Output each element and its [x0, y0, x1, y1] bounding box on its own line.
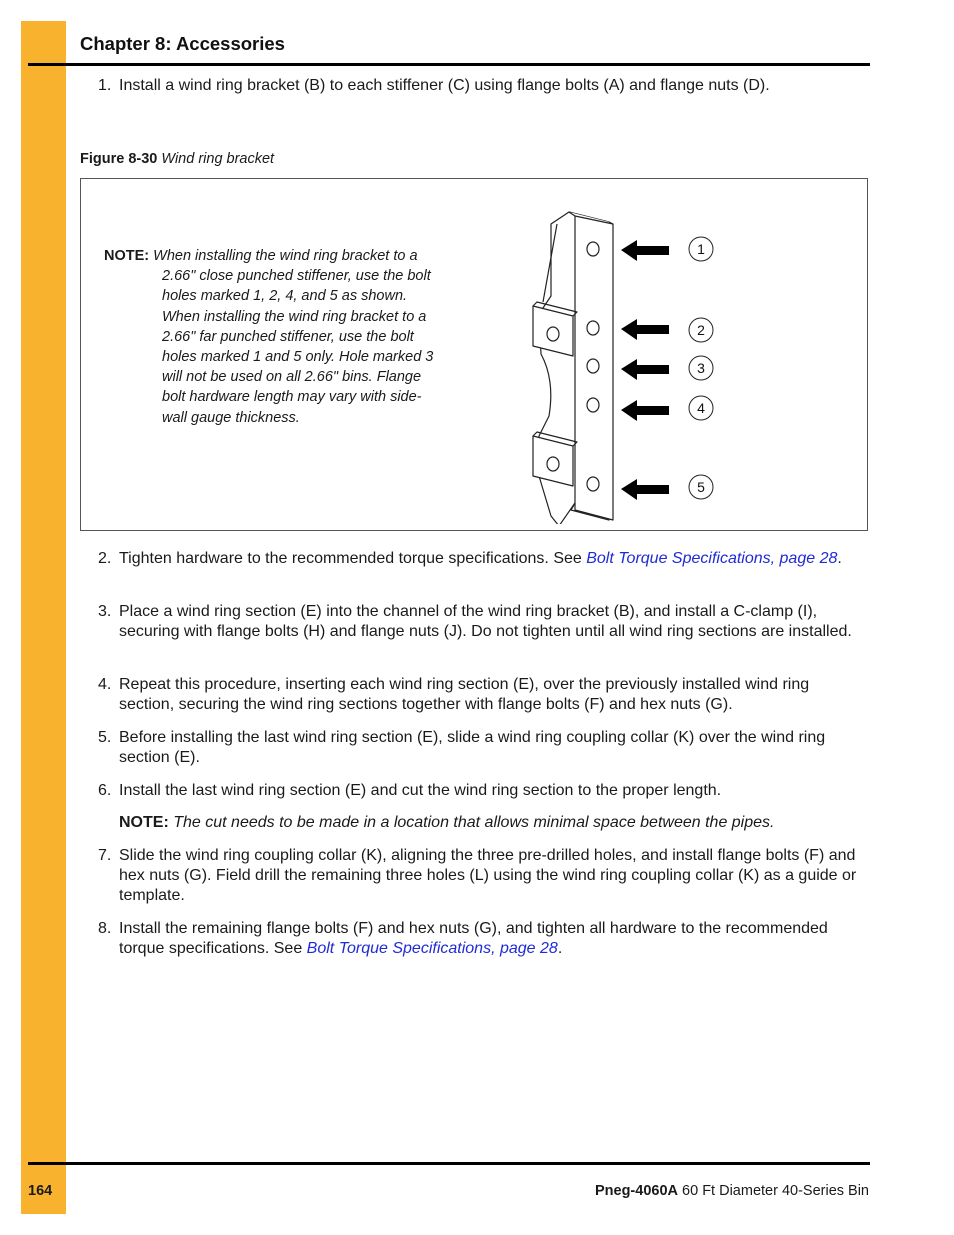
step-number: 2.: [98, 550, 112, 567]
note-label: NOTE:: [104, 248, 150, 264]
note-line-6: will not be used on all 2.66" bins. Flange: [162, 369, 422, 386]
step-number: 5.: [98, 729, 112, 746]
figure-number: Figure 8-30: [80, 151, 158, 167]
arrow-icon: [621, 400, 669, 421]
note-line-1: 2.66" close punched stiffener, use the bolt: [162, 268, 431, 285]
figure-caption: [80, 151, 274, 167]
note-line-5: holes marked 1 and 5 only. Hole marked 3: [162, 349, 434, 366]
step-1: [98, 76, 868, 96]
note-line-3: When installing the wind ring bracket to a: [162, 308, 427, 325]
note-line-2: holes marked 1, 2, 4, and 5 as shown.: [162, 288, 408, 305]
bolt-torque-link[interactable]: Bolt Torque Specifications, page 28: [306, 940, 558, 957]
document-id: Pneg-4060A: [594, 1183, 678, 1199]
arrow-icon: [621, 240, 669, 261]
step-number: 7.: [98, 847, 112, 864]
step-text: Install the last wind ring section (E) and cut the wind ring section to the proper length.: [119, 782, 722, 799]
chapter-title: Chapter 8: Accessories: [80, 33, 285, 54]
step-5: [98, 728, 868, 768]
header-rule: [28, 63, 870, 66]
note-text: The cut needs to be made in a location that allows minimal space between the pipes.: [173, 814, 775, 831]
footer-rule: [28, 1162, 870, 1165]
step-8: [98, 919, 868, 959]
callout-3: 3: [697, 360, 705, 376]
note-line-4: 2.66" far punched stiffener, use the bolt: [162, 328, 414, 345]
arrow-icon: [621, 479, 669, 500]
step-text: Slide the wind ring coupling collar (K), aligning the three pre-drilled holes, and install flange bolts (F) and hex nuts (G). Field drill the remaining three holes (L) using the wind ring coupling collar (K) as a guide or template.: [119, 847, 857, 904]
bolt-torque-link[interactable]: Bolt Torque Specifications, page 28: [586, 550, 838, 567]
document-name: 60 Ft Diameter 40-Series Bin: [682, 1183, 869, 1199]
step-6-note: [119, 813, 774, 833]
step-7: [98, 846, 868, 906]
step-6: [98, 781, 868, 801]
step-text: Install a wind ring bracket (B) to each stiffener (C) using flange bolts (A) and flange nuts (D).: [119, 77, 770, 94]
callout-1: 1: [697, 241, 705, 257]
step-text: Place a wind ring section (E) into the channel of the wind ring bracket (B), and install a C-clamp (I), securing with flange bolts (H) and flange nuts (J). Do not tighten until all wind ring sections are installed.: [119, 603, 852, 640]
note-line-8: wall gauge thickness.: [162, 409, 300, 426]
callout-4: 4: [697, 400, 705, 416]
step-3: [98, 602, 868, 642]
step-text: Repeat this procedure, inserting each wind ring section (E), over the previously installed wind ring section, securing the wind ring sections together with flange bolts (F) and hex nuts (G).: [119, 676, 810, 713]
document-title: [595, 1183, 869, 1199]
note-line-7: bolt hardware length may vary with side-: [162, 389, 422, 406]
step-2: [98, 549, 868, 569]
step-number: 3.: [98, 603, 112, 620]
arrow-icon: [621, 359, 669, 380]
step-text: Install the remaining flange bolts (F) and hex nuts (G), and tighten all hardware to the recommended torque specifications. See: [119, 920, 828, 957]
step-text-end: .: [837, 550, 842, 567]
arrow-icon: [621, 319, 669, 340]
step-4: [98, 675, 868, 715]
step-number: 1.: [98, 77, 112, 94]
figure-wind-ring-bracket: [80, 178, 868, 531]
chapter-sidebar-tab: [21, 21, 66, 1214]
step-number: 8.: [98, 920, 112, 937]
wind-ring-bracket-illustration: [511, 204, 741, 524]
callout-2: 2: [697, 322, 705, 338]
step-text: Before installing the last wind ring section (E), slide a wind ring coupling collar (K) over the wind ring section (E).: [119, 729, 826, 766]
note-label: NOTE:: [119, 814, 169, 831]
callout-5: 5: [697, 479, 705, 495]
figure-note: [104, 246, 449, 428]
step-text: Tighten hardware to the recommended torque specifications. See: [119, 550, 587, 567]
figure-title: Wind ring bracket: [161, 151, 275, 167]
step-text-end: .: [557, 940, 563, 957]
page-number: 164: [28, 1183, 53, 1199]
step-number: 6.: [98, 782, 112, 799]
step-number: 4.: [98, 676, 112, 693]
note-line-0: When installing the wind ring bracket to a: [153, 248, 418, 264]
